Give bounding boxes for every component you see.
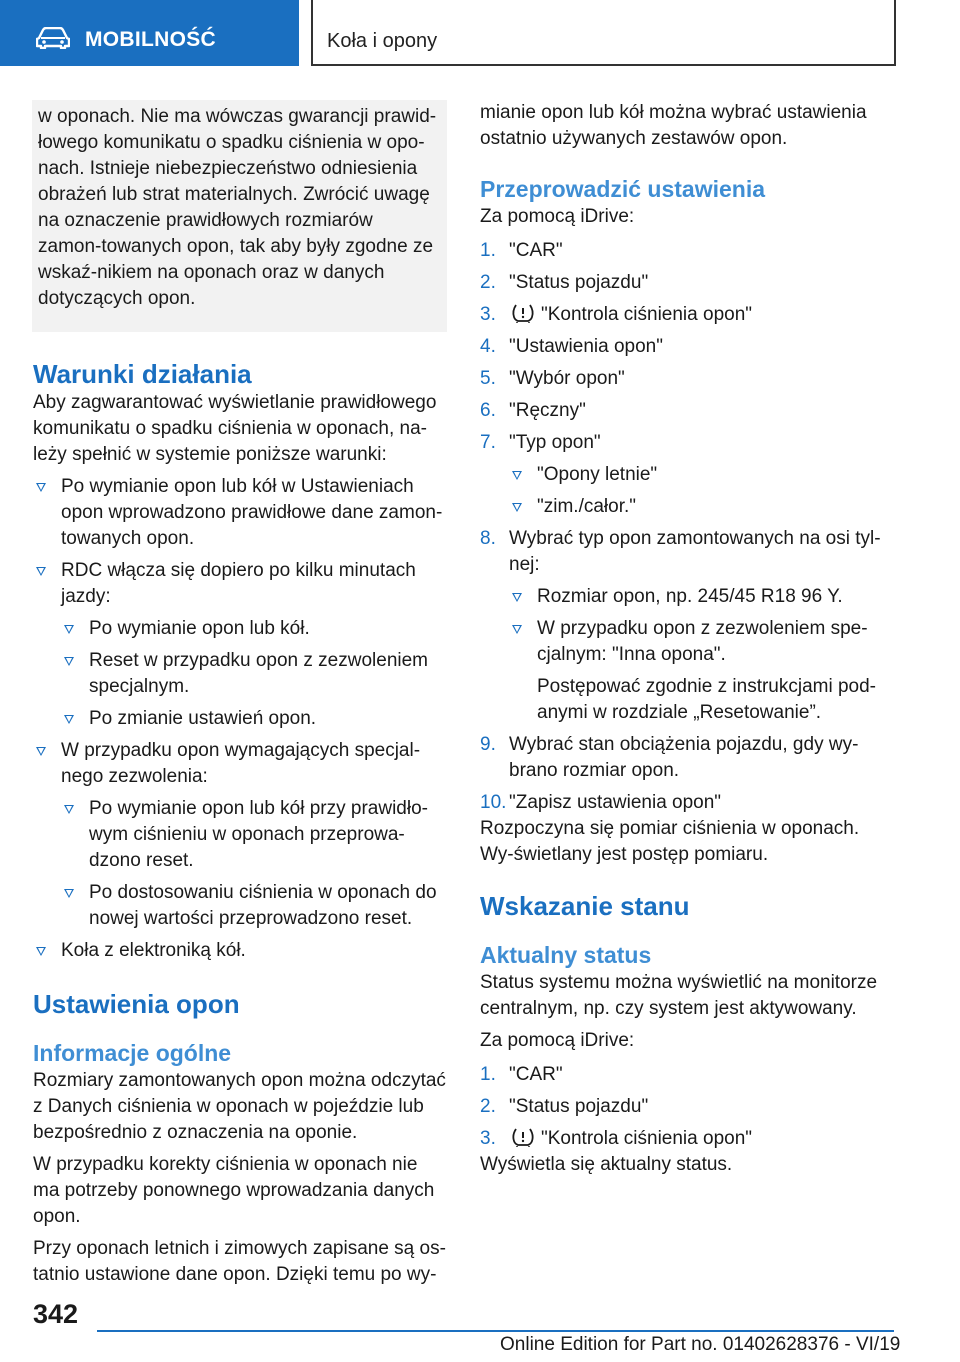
step-text: "Wybór opon" [509,368,625,389]
step-text: "Kontrola ciśnienia opon" [541,1128,753,1149]
conditions-list [33,474,447,964]
list-item-text: Po dostosowaniu ciśnienia w oponach do nowej wartości przeprowadzono reset. [89,882,437,929]
step-text: "Ręczny" [509,400,586,421]
list-item-text: Po wymianie opon lub kół w Ustawieniach opon wprowadzono prawidłowe dane zamon-towanych opon. [61,476,443,549]
list-item [33,558,447,732]
step-number: 9. [480,734,496,755]
general-p3: Przy oponach letnich i zimowych zapisane są os-tatnio ustawione dane opon. Dzięki temu po wy- [33,1238,446,1285]
general-p2: W przypadku korekty ciśnienia w oponach nie ma potrzeby ponownego wprowadzania danych opon. [33,1154,435,1227]
step-number: 1. [480,240,496,261]
steps-list-2 [480,1062,898,1152]
list-item-text: Reset w przypadku opon z zezwoleniem specjalnym. [89,650,429,697]
list-item [33,938,447,964]
list-item-text: Rozmiar opon, np. 245/45 R18 96 Y. [537,586,843,607]
list-item [61,880,447,932]
heading-settings: Ustawienia opon [33,989,240,1019]
step-item [480,1126,898,1152]
list-item [61,706,447,732]
list-item-text: Koła z elektroniką kół. [61,940,246,961]
list-item-text: W przypadku opon wymagających specjal-nego zezwolenia: [61,740,421,787]
list-item-text: Po zmianie ustawień opon. [89,708,317,729]
page-number: 342 [33,1299,79,1329]
step-number: 4. [480,336,496,357]
step-item [480,1094,898,1120]
right-column [480,100,898,1178]
list-item [61,796,447,874]
heading-perform: Przeprowadzić ustawienia [480,176,766,202]
step-number: 1. [480,1064,496,1085]
step-number: 3. [480,304,496,325]
conditions-intro: Aby zagwarantować wyświetlanie prawidłowego komunikatu o spadku ciśnienia w oponach, na-leży spełnić w systemie poniższe warunki: [33,392,437,465]
status-text: Status systemu można wyświetlić na monitorze centralnym, np. czy system jest aktywowany. [480,972,878,1019]
list-item-text: Po wymianie opon lub kół. [89,618,310,639]
step-number: 6. [480,400,496,421]
list-item [33,738,447,932]
list-item [509,584,898,610]
step-number: 2. [480,1096,496,1117]
list-item [61,648,447,700]
list-item [509,616,898,726]
car-icon [36,27,70,49]
step-text: "Ustawienia opon" [509,336,663,357]
warning-text: w oponach. Nie ma wówczas gwarancji prawid-łowego komunikatu o spadku ciśnienia w opo-nach. Istnieje niebezpieczeństwo odniesienia obrażeń lub strat materialnych. Zwrócić uwagę na oznaczenie prawidłowych rozmiarów zamon-towanych opon, tak aby były zgodne ze wskaź-nikiem na oponach oraz w danych dotyczących opon. [38,106,437,309]
left-column [33,100,447,1288]
warning-box [32,100,447,332]
step-text: Wybrać stan obciążenia pojazdu, gdy wy-brano rozmiar opon. [509,734,859,781]
step-number: 10. [480,792,507,813]
step-item [480,302,898,328]
list-item [509,494,898,520]
tire-pressure-warning-icon [511,1127,535,1147]
chapter-header [311,0,896,66]
step-item [480,334,898,360]
section-tab[interactable] [0,0,299,66]
step-item [480,238,898,264]
sub-list [61,616,447,732]
heading-current-status: Aktualny status [480,942,652,968]
step-text: "Typ opon" [509,432,601,453]
list-item-text: Po wymianie opon lub kół przy prawidło-wym ciśnieniu w oponach przeprowa-dzono reset. [89,798,428,871]
step-text: "CAR" [509,1064,563,1085]
steps-list [480,238,898,816]
step-text: "Status pojazdu" [509,272,649,293]
footer-edition: Online Edition for Part no. 01402628376 - VI/19 [500,1334,901,1355]
chapter-title: Koła i opony [327,30,438,52]
step-number: 3. [480,1128,496,1149]
step-text: "Status pojazdu" [509,1096,649,1117]
step-item [480,270,898,296]
step-text: Wybrać typ opon zamontowanych na osi tyl-nej: [509,528,881,575]
status-shown-text: Wyświetla się aktualny status. [480,1154,733,1175]
step-text: "Zapisz ustawienia opon" [509,792,722,813]
step-note: Postępować zgodnie z instrukcjami pod-anymi w rozdziale „Resetowanie”. [537,676,877,723]
list-item-text: RDC włącza się dopiero po kilku minutach jazdy: [61,560,416,607]
section-label: MOBILNOŚĆ [85,28,217,51]
step-number: 8. [480,528,496,549]
step-text: "CAR" [509,240,563,261]
step-item [480,398,898,424]
heading-status: Wskazanie stanu [480,891,690,921]
measure-text: Rozpoczyna się pomiar ciśnienia w oponach. Wy-świetlany jest postęp pomiaru. [480,818,860,865]
general-p1: Rozmiary zamontowanych opon można odczytać z Danych ciśnienia w oponach w pojeździe lub bezpośrednio z oznaczenia na oponie. [33,1070,446,1143]
list-item [61,616,447,642]
step-item [480,430,898,520]
list-item [509,462,898,488]
step-item [480,1062,898,1088]
list-item [33,474,447,552]
step-item [480,790,898,816]
list-item-text: W przypadku opon z zezwoleniem spe-cjalnym: "Inna opona". [537,618,868,665]
step-text: "Kontrola ciśnienia opon" [541,304,753,325]
step-number: 2. [480,272,496,293]
footer-divider [97,1330,894,1332]
step-number: 7. [480,432,496,453]
sub-list [509,462,898,520]
step-item [480,732,898,784]
list-item-text: "Opony letnie" [537,464,658,485]
list-item-text: "zim./całor." [537,496,637,517]
idrive-intro: Za pomocą iDrive: [480,206,635,227]
tire-pressure-warning-icon [511,303,535,323]
step-item [480,526,898,726]
sub-list [509,584,898,726]
step-number: 5. [480,368,496,389]
heading-general: Informacje ogólne [33,1040,232,1066]
idrive-intro-2: Za pomocą iDrive: [480,1030,635,1051]
heading-conditions: Warunki działania [33,359,252,389]
sub-list [61,796,447,932]
continued-text: mianie opon lub kół można wybrać ustawienia ostatnio używanych zestawów opon. [480,102,867,149]
step-item [480,366,898,392]
